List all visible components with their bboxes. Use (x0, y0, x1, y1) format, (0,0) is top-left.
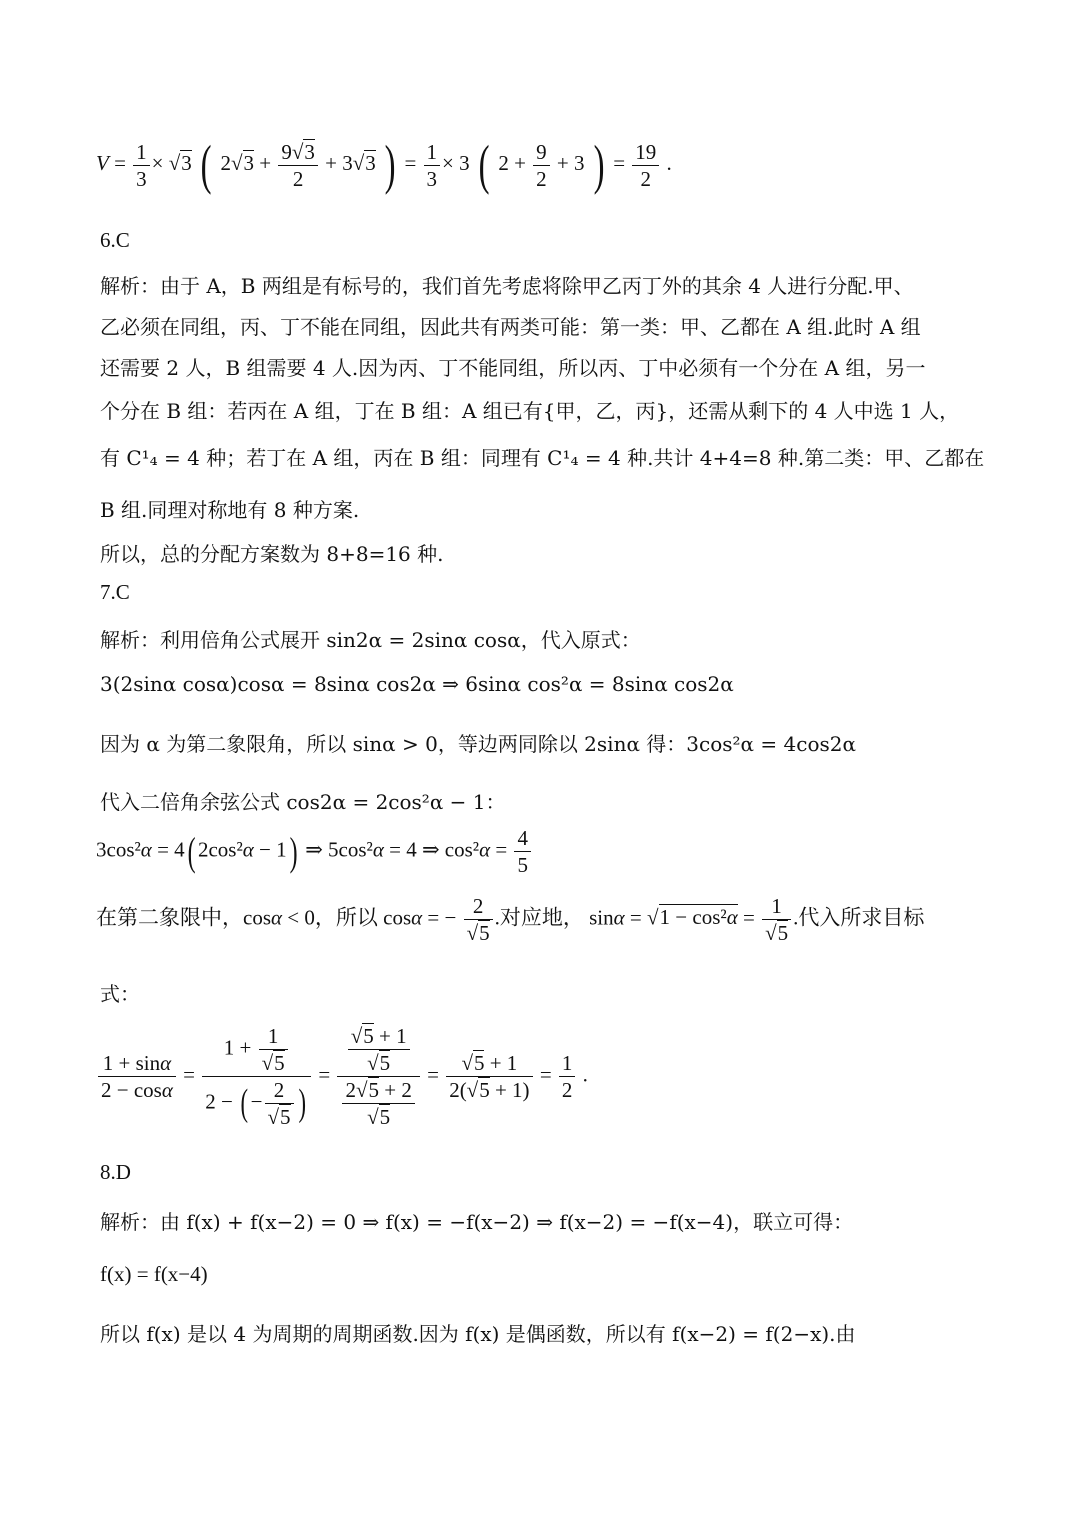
q8-line-2: f(x) = f(x−4) (100, 1262, 208, 1286)
q8-line-1: 解析：由 f(x) + f(x−2) = 0 ⇒ f(x) = −f(x−2) ⇒ f(x−2) = −f(x−4)，联立可得： (100, 1210, 854, 1234)
volume-formula: V = $\frac{1}{3}$ × √3 ( 2√3 + $\frac{9√3}{2}$ + 3√3 ) = $\frac{1}{3}$ × 3 ( 2 + $\frac{9}{2}$ + 3 ) = $\frac{19}{2}$ . (96, 134, 672, 195)
q8-label: 8.D (100, 1160, 131, 1184)
q7-line-6: 在第二象限中，cosα < 0，所以 cosα = − $\frac{2}{√5}$ .对应地， sinα = √1 − cos²α = $\frac{1}{√5}$ .代入所求目标 (96, 894, 925, 946)
q6-line-6: B 组.同理对称地有 8 种方案. (100, 498, 360, 522)
q7-line-2: 3(2sinα cosα)cosα = 8sinα cos2α ⇒ 6sinα cos²α = 8sinα cos2α (100, 672, 734, 696)
q7-line-4: 代入二倍角余弦公式 cos2α = 2cos²α − 1： (100, 790, 506, 814)
q8-line-3: 所以 f(x) 是以 4 为周期的周期函数.因为 f(x) 是偶函数，所以有 f(x−2) = f(2−x).由 (100, 1322, 856, 1346)
q6-line-3: 还需要 2 人，B 组需要 4 人.因为丙、丁不能同组，所以丙、丁中必须有一个分在 A 组，另一 (100, 356, 926, 380)
q6-label: 6.C (100, 228, 130, 252)
q7-label: 7.C (100, 580, 130, 604)
q6-line-5: 有 C¹₄ = 4 种；若丁在 A 组，丙在 B 组：同理有 C¹₄ = 4 种.共计 4+4=8 种.第二类：甲、乙都在 (100, 446, 985, 470)
q7-line-8: $\frac{1 + \sin\alpha}{2 - \cos\alpha}$ = 1 + $\frac{1}{√5}$ 2 − ( − $\frac{2}{√5}$ ) = $\frac{\frac{√5 + 1}{√5}}{\frac{2√5 + 2}{√5}}$ = $\frac{√5 + 1}{2(√5 + 1)}$ = $\frac{1}{2}$ . (96, 1024, 588, 1130)
q7-line-3: 因为 α 为第二象限角，所以 sinα > 0，等边两同除以 2sinα 得：3cos²α = 4cos2α (100, 732, 856, 756)
q7-line-1: 解析：利用倍角公式展开 sin2α = 2sinα cosα，代入原式： (100, 628, 641, 652)
q6-line-1: 解析：由于 A，B 两组是有标号的，我们首先考虑将除甲乙丙丁外的其余 4 人进行分配.甲、 (100, 274, 914, 298)
q6-line-2: 乙必须在同组，丙、丁不能在同组，因此共有两类可能：第一类：甲、乙都在 A 组.此时 A 组 (100, 315, 921, 339)
q6-line-4: 个分在 B 组：若丙在 A 组，丁在 B 组：A 组已有{甲，乙，丙}，还需从剩下的 4 人中选 1 人， (100, 399, 960, 423)
q7-line-5: 3cos²α = 4( 2cos²α − 1) ⇒ 5cos²α = 4 ⇒ cos²α = $\frac{4}{5}$ (96, 826, 533, 877)
q7-line-7: 式： (100, 982, 140, 1006)
q6-line-7: 所以，总的分配方案数为 8+8=16 种. (100, 542, 444, 566)
